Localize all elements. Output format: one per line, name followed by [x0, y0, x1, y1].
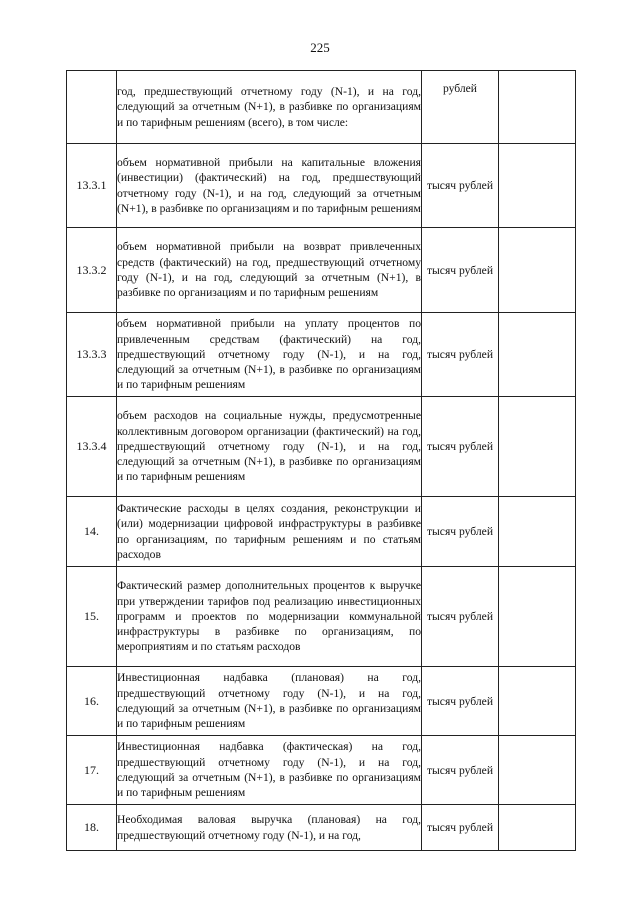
row-unit: тысяч рублей [422, 567, 499, 667]
row-number: 13.3.1 [67, 144, 117, 228]
row-unit: тысяч рублей [422, 736, 499, 805]
table-row [67, 667, 576, 736]
row-description: объем нормативной прибыли на капитальные вложения (инвестиции) (фактический) на год, предшествующий отчетному году (N-1), и на год, следующий за отчетным (N+1), в разбивке по организациям и по тарифным решениям [117, 144, 422, 228]
table-row [67, 567, 576, 667]
row-value-cell [499, 397, 576, 497]
row-value-cell [499, 497, 576, 567]
row-description: Инвестиционная надбавка (плановая) на год, предшествующий отчетному году (N-1), и на год, следующий за отчетным (N+1), в разбивке по организациям и по тарифным решениям [117, 667, 422, 736]
row-value-cell [499, 144, 576, 228]
row-number: 15. [67, 567, 117, 667]
row-value-cell [499, 71, 576, 144]
row-value-cell [499, 567, 576, 667]
row-description: год, предшествующий отчетному году (N-1), и на год, следующий за отчетным (N+1), в разбивке по организациям и по тарифным решениям (всего), в том числе: [117, 71, 422, 144]
row-number: 14. [67, 497, 117, 567]
row-description: объем расходов на социальные нужды, предусмотренные коллективным договором организации (фактический) на год, предшествующий отчетному году (N-1), и на год, следующий за отчетным (N+1), в разбивке по организациям и по тарифным решениям [117, 397, 422, 497]
row-unit: тысяч рублей [422, 313, 499, 397]
row-unit: тысяч рублей [422, 397, 499, 497]
row-value-cell [499, 667, 576, 736]
table-row [67, 71, 576, 144]
row-number: 13.3.4 [67, 397, 117, 497]
row-value-cell [499, 313, 576, 397]
row-number: 13.3.3 [67, 313, 117, 397]
table-row [67, 313, 576, 397]
row-unit: тысяч рублей [422, 144, 499, 228]
row-value-cell [499, 805, 576, 851]
table-row [67, 497, 576, 567]
row-description: Фактические расходы в целях создания, реконструкции и (или) модернизации цифровой инфраструктуры в разбивке по организациям, по тарифным решениям и по статьям расходов [117, 497, 422, 567]
table-row [67, 397, 576, 497]
row-unit: тысяч рублей [422, 805, 499, 851]
row-description: объем нормативной прибыли на уплату процентов по привлеченным средствам (фактический) на год, предшествующий отчетному году (N-1), и на год, следующий за отчетным (N+1), в разбивке по организациям и по тарифным решениям [117, 313, 422, 397]
page-number: 225 [310, 40, 330, 55]
row-description: объем нормативной прибыли на возврат привлеченных средств (фактический) на год, предшествующий отчетному году (N-1), и на год, следующий за отчетным (N+1), в разбивке по организациям и по тарифным решениям [117, 228, 422, 313]
row-unit: рублей [422, 71, 499, 144]
row-description: Фактический размер дополнительных процентов к выручке при утверждении тарифов под реализацию инвестиционных программ и проектов по модернизации коммунальной инфраструктуры в разбивке по организациям, по мероприятиям и по статьям расходов [117, 567, 422, 667]
row-description: Инвестиционная надбавка (фактическая) на год, предшествующий отчетному году (N-1), и на год, следующий за отчетным (N+1), в разбивке по организациям и по тарифным решениям [117, 736, 422, 805]
indicators-table [66, 70, 576, 851]
row-unit: тысяч рублей [422, 667, 499, 736]
table-row [67, 228, 576, 313]
table-row [67, 805, 576, 851]
row-value-cell [499, 228, 576, 313]
row-value-cell [499, 736, 576, 805]
row-unit: тысяч рублей [422, 228, 499, 313]
row-number: 13.3.2 [67, 228, 117, 313]
table-row [67, 736, 576, 805]
row-number: 16. [67, 667, 117, 736]
row-number: 17. [67, 736, 117, 805]
row-number [67, 71, 117, 144]
row-unit: тысяч рублей [422, 497, 499, 567]
row-number: 18. [67, 805, 117, 851]
row-description: Необходимая валовая выручка (плановая) на год, предшествующий отчетному году (N-1), и на год, [117, 805, 422, 851]
table-row [67, 144, 576, 228]
